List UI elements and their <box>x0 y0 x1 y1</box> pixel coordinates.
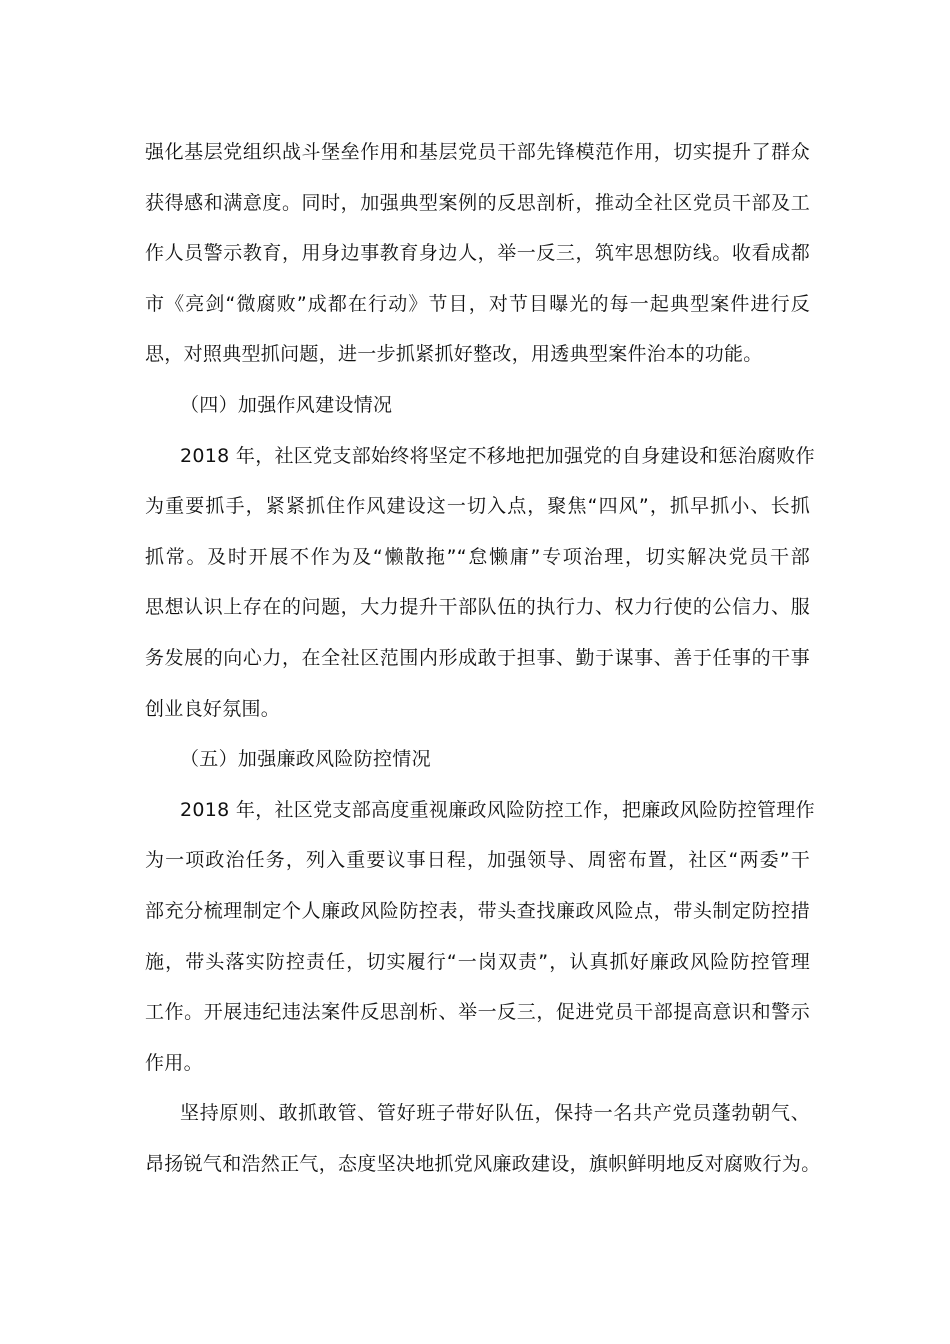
text-line: 作人员警示教育，用身边事教育身边人，举一反三，筑牢思想防线。收看成都 <box>145 242 810 265</box>
section-heading: （五）加强廉政风险防控情况 <box>180 748 431 771</box>
text-line: 部充分梳理制定个人廉政风险防控表，带头查找廉政风险点，带头制定防控措 <box>145 899 810 922</box>
text-line: 为一项政治任务，列入重要议事日程，加强领导、周密布置，社区“两委”干 <box>145 849 810 872</box>
text-line: 获得感和满意度。同时，加强典型案例的反思剖析，推动全社区党员干部及工 <box>145 191 810 214</box>
text-line: 思想认识上存在的问题，大力提升干部队伍的执行力、权力行使的公信力、服 <box>145 596 810 619</box>
text-line: 强化基层党组织战斗堡垒作用和基层党员干部先锋模范作用，切实提升了群众 <box>145 141 810 163</box>
text-line: 工作。开展违纪违法案件反思剖析、举一反三，促进党员干部提高意识和警示 <box>145 1001 810 1024</box>
text-line: 2018 年，社区党支部高度重视廉政风险防控工作，把廉政风险防控管理作 <box>180 798 815 821</box>
text-line: 作用。 <box>145 1051 203 1074</box>
text-line: 坚持原则、敢抓敢管、管好班子带好队伍，保持一名共产党员蓬勃朝气、 <box>180 1102 810 1125</box>
text-line: 2018 年，社区党支部始终将坚定不移地把加强党的自身建设和惩治腐败作 <box>180 444 815 467</box>
text-line: 为重要抓手，紧紧抓住作风建设这一切入点，聚焦“四风”，抓早抓小、长抓 <box>145 495 810 518</box>
text-line: 昂扬锐气和浩然正气，态度坚决地抓党风廉政建设，旗帜鲜明地反对腐败行为。 <box>145 1152 821 1175</box>
text-line: 思，对照典型抓问题，进一步抓紧抓好整改，用透典型案件治本的功能。 <box>145 343 763 366</box>
text-line: 抓常。及时开展不作为及“懒散拖”“怠懒庸”专项治理，切实解决党员干部 <box>145 545 810 568</box>
document-body <box>145 127 821 1189</box>
text-line: 施，带头落实防控责任，切实履行“一岗双责”，认真抓好廉政风险防控管理 <box>145 950 810 973</box>
text-line: 务发展的向心力，在全社区范围内形成敢于担事、勤于谋事、善于任事的干事 <box>145 646 810 669</box>
section-heading: （四）加强作风建设情况 <box>180 393 393 416</box>
text-line: 市《亮剑“微腐败”成都在行动》节目，对节目曝光的每一起典型案件进行反 <box>145 292 810 315</box>
text-line: 创业良好氛围。 <box>145 697 281 720</box>
